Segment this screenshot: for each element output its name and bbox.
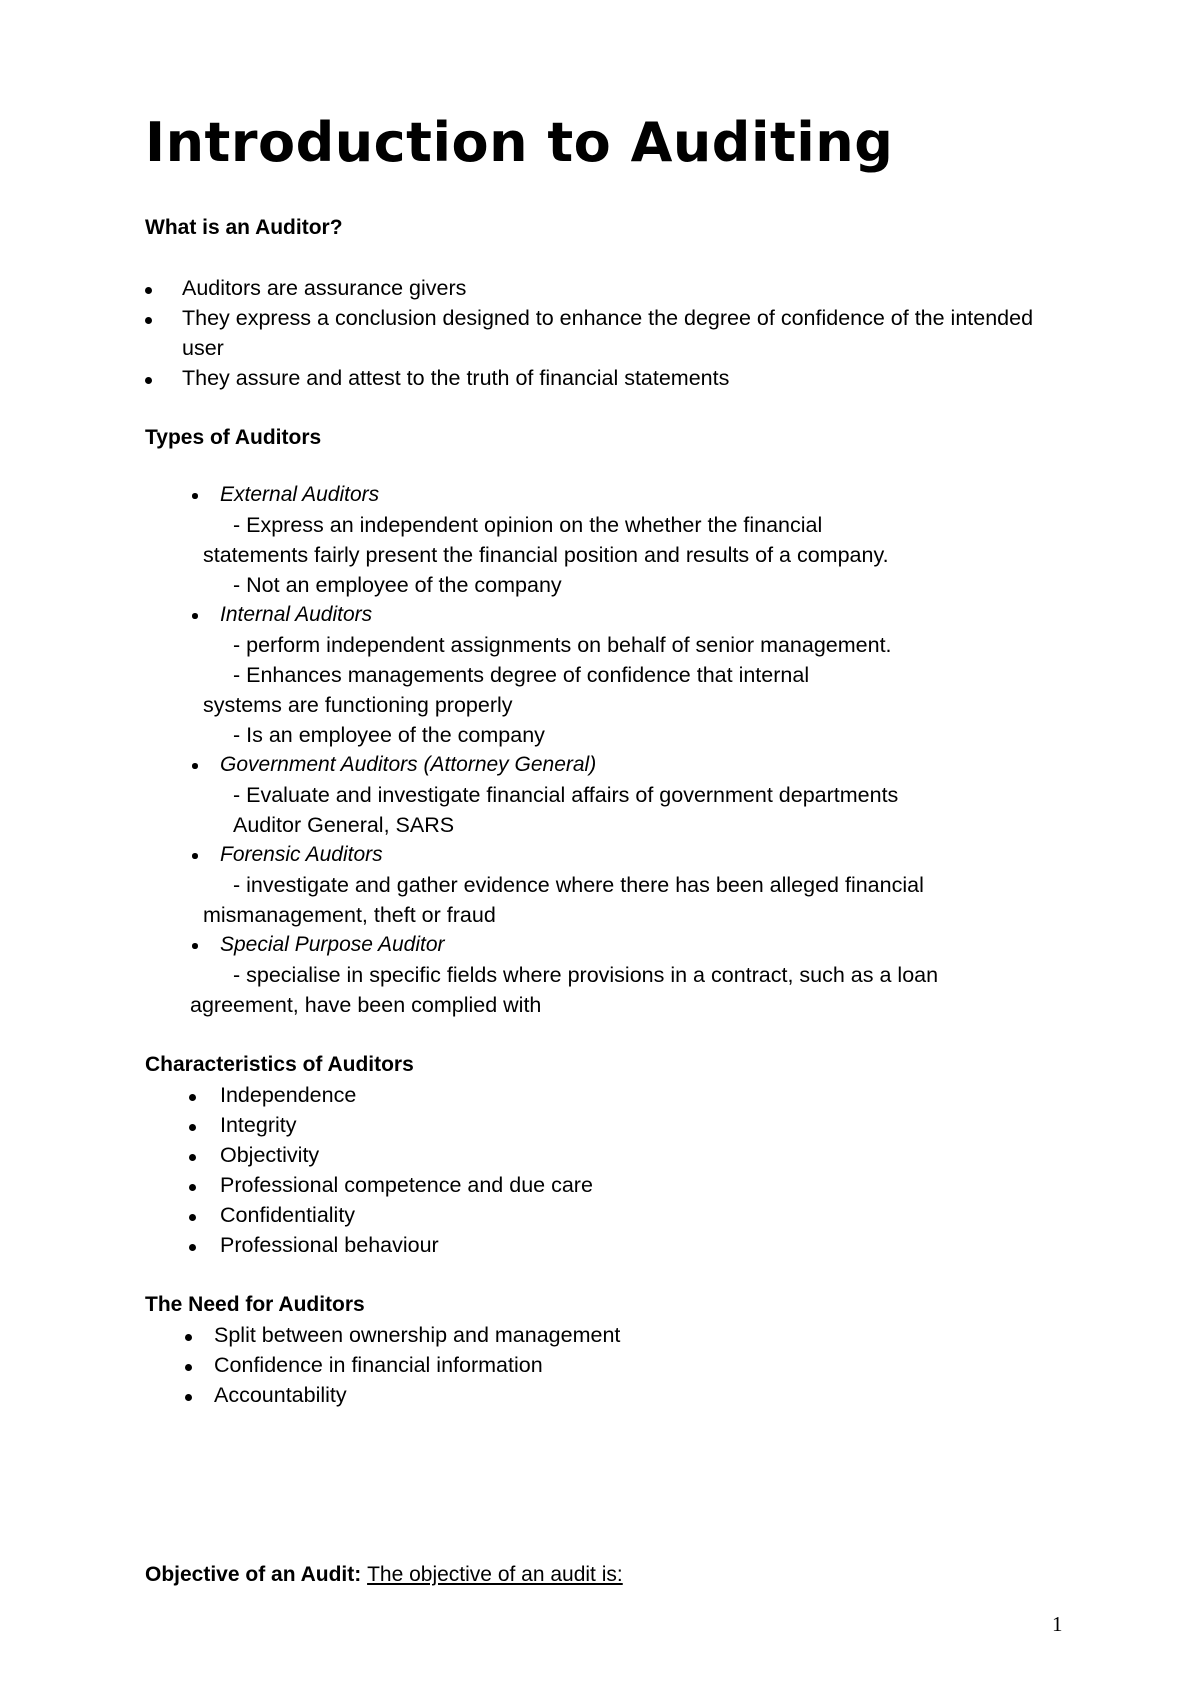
bullet-icon bbox=[189, 1124, 196, 1131]
description-line: - investigate and gather evidence where there has been alleged financial bbox=[233, 873, 924, 897]
page-number: 1 bbox=[1052, 1612, 1063, 1636]
bullet-icon bbox=[189, 1184, 196, 1191]
bullet-icon bbox=[145, 317, 152, 324]
bullet-icon bbox=[192, 943, 198, 949]
auditor-type-government: Government Auditors (Attorney General) bbox=[220, 753, 597, 776]
section-heading-types: Types of Auditors bbox=[145, 426, 322, 449]
description-line: - perform independent assignments on behalf of senior management. bbox=[233, 633, 892, 657]
list-item: Professional behaviour bbox=[220, 1233, 439, 1257]
objective-line bbox=[145, 1560, 623, 1590]
list-item: Auditors are assurance givers bbox=[182, 276, 467, 300]
description-line: - Not an employee of the company bbox=[233, 573, 562, 597]
list-item: Accountability bbox=[214, 1383, 347, 1407]
section-heading-characteristics: Characteristics of Auditors bbox=[145, 1053, 414, 1076]
list-item: They express a conclusion designed to enhance the degree of confidence of the intended bbox=[182, 306, 1034, 330]
bullet-icon bbox=[189, 1154, 196, 1161]
bullet-icon bbox=[192, 853, 198, 859]
list-item: Confidentiality bbox=[220, 1203, 356, 1227]
description-line: systems are functioning properly bbox=[203, 693, 513, 717]
bullet-icon bbox=[185, 1364, 192, 1371]
list-item: Integrity bbox=[220, 1113, 297, 1137]
bullet-icon bbox=[185, 1334, 192, 1341]
bullet-icon bbox=[189, 1214, 196, 1221]
auditor-type-internal: Internal Auditors bbox=[220, 603, 373, 626]
objective-text: The objective of an audit is: bbox=[367, 1563, 623, 1586]
bullet-icon bbox=[189, 1244, 196, 1251]
auditor-type-external: External Auditors bbox=[220, 483, 380, 506]
list-item-continuation: user bbox=[182, 336, 224, 360]
bullet-icon bbox=[145, 287, 152, 294]
bullet-icon bbox=[185, 1394, 192, 1401]
auditor-type-special: Special Purpose Auditor bbox=[220, 933, 445, 956]
description-line: - Express an independent opinion on the whether the financial bbox=[233, 513, 823, 537]
auditor-type-forensic: Forensic Auditors bbox=[220, 843, 383, 866]
list-item: Independence bbox=[220, 1083, 357, 1107]
description-line: statements fairly present the financial position and results of a company. bbox=[203, 543, 889, 567]
list-item: They assure and attest to the truth of financial statements bbox=[182, 366, 730, 390]
bullet-icon bbox=[192, 613, 198, 619]
description-line: mismanagement, theft or fraud bbox=[203, 903, 496, 927]
list-item: Split between ownership and management bbox=[214, 1323, 621, 1347]
description-line: - specialise in specific fields where provisions in a contract, such as a loan bbox=[233, 963, 939, 987]
bullet-icon bbox=[145, 377, 152, 384]
description-line: Auditor General, SARS bbox=[233, 813, 455, 837]
page-title: Introduction to Auditing bbox=[145, 111, 894, 174]
list-item: Objectivity bbox=[220, 1143, 320, 1167]
list-item: Confidence in financial information bbox=[214, 1353, 543, 1377]
description-line: - Enhances managements degree of confidence that internal bbox=[233, 663, 810, 687]
bullet-icon bbox=[192, 493, 198, 499]
section-heading-what-is: What is an Auditor? bbox=[145, 216, 343, 239]
objective-heading: Objective of an Audit: bbox=[145, 1563, 362, 1586]
list-item: Professional competence and due care bbox=[220, 1173, 593, 1197]
description-line: agreement, have been complied with bbox=[190, 993, 542, 1017]
bullet-icon bbox=[192, 763, 198, 769]
description-line: - Is an employee of the company bbox=[233, 723, 545, 747]
section-heading-need: The Need for Auditors bbox=[145, 1293, 365, 1316]
description-line: - Evaluate and investigate financial affairs of government departments bbox=[233, 783, 899, 807]
bullet-icon bbox=[189, 1094, 196, 1101]
